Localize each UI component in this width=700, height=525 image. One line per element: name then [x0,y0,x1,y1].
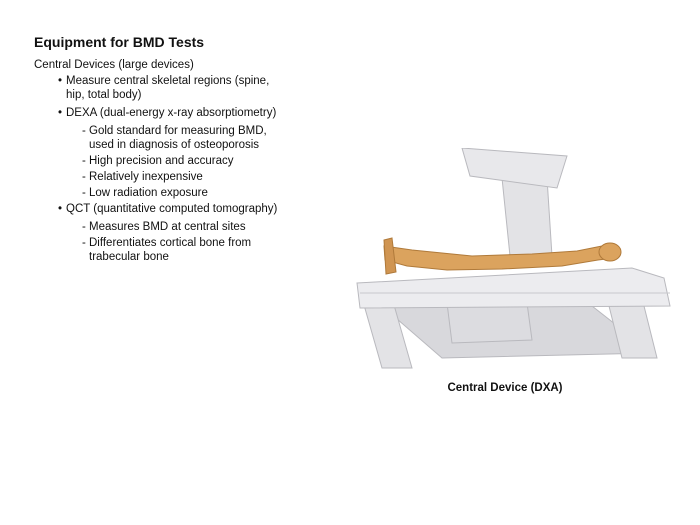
patient-body [384,244,620,270]
bullet-list [0,74,330,266]
dexa-subitem-inexpensive: - Relatively inexpensive [82,170,289,184]
detector-base [447,303,532,343]
patient-head [599,243,621,261]
figure-caption: Central Device (DXA) [447,382,563,394]
slide-title: Equipment for BMD Tests [34,34,205,50]
dexa-subitem-precision: - High precision and accuracy [82,154,289,168]
qct-subitem-cortical-trabecular: - Differentiates cortical bone from trabecular bone [82,236,289,264]
section-heading: Central Devices (large devices) [34,59,194,71]
dxa-machine-drawing [352,148,672,373]
c-arm-column [502,178,552,256]
qct-subitem-central-sites: - Measures BMD at central sites [82,220,289,234]
patient-feet [384,238,396,274]
bullet-qct: • QCT (quantitative computed tomography) [58,202,286,216]
dxa-machine-illustration [352,148,672,378]
dexa-subitem-gold-standard: - Gold standard for measuring BMD, used in diagnosis of osteoporosis [82,124,289,152]
dexa-subitem-low-radiation: - Low radiation exposure [82,186,289,200]
bullet-dexa: • DEXA (dual-energy x-ray absorptiometry) [58,106,286,120]
bullet-central-regions: • Measure central skeletal regions (spine, hip, total body) [58,74,286,102]
table-top [357,268,670,308]
c-arm-top [462,148,567,188]
